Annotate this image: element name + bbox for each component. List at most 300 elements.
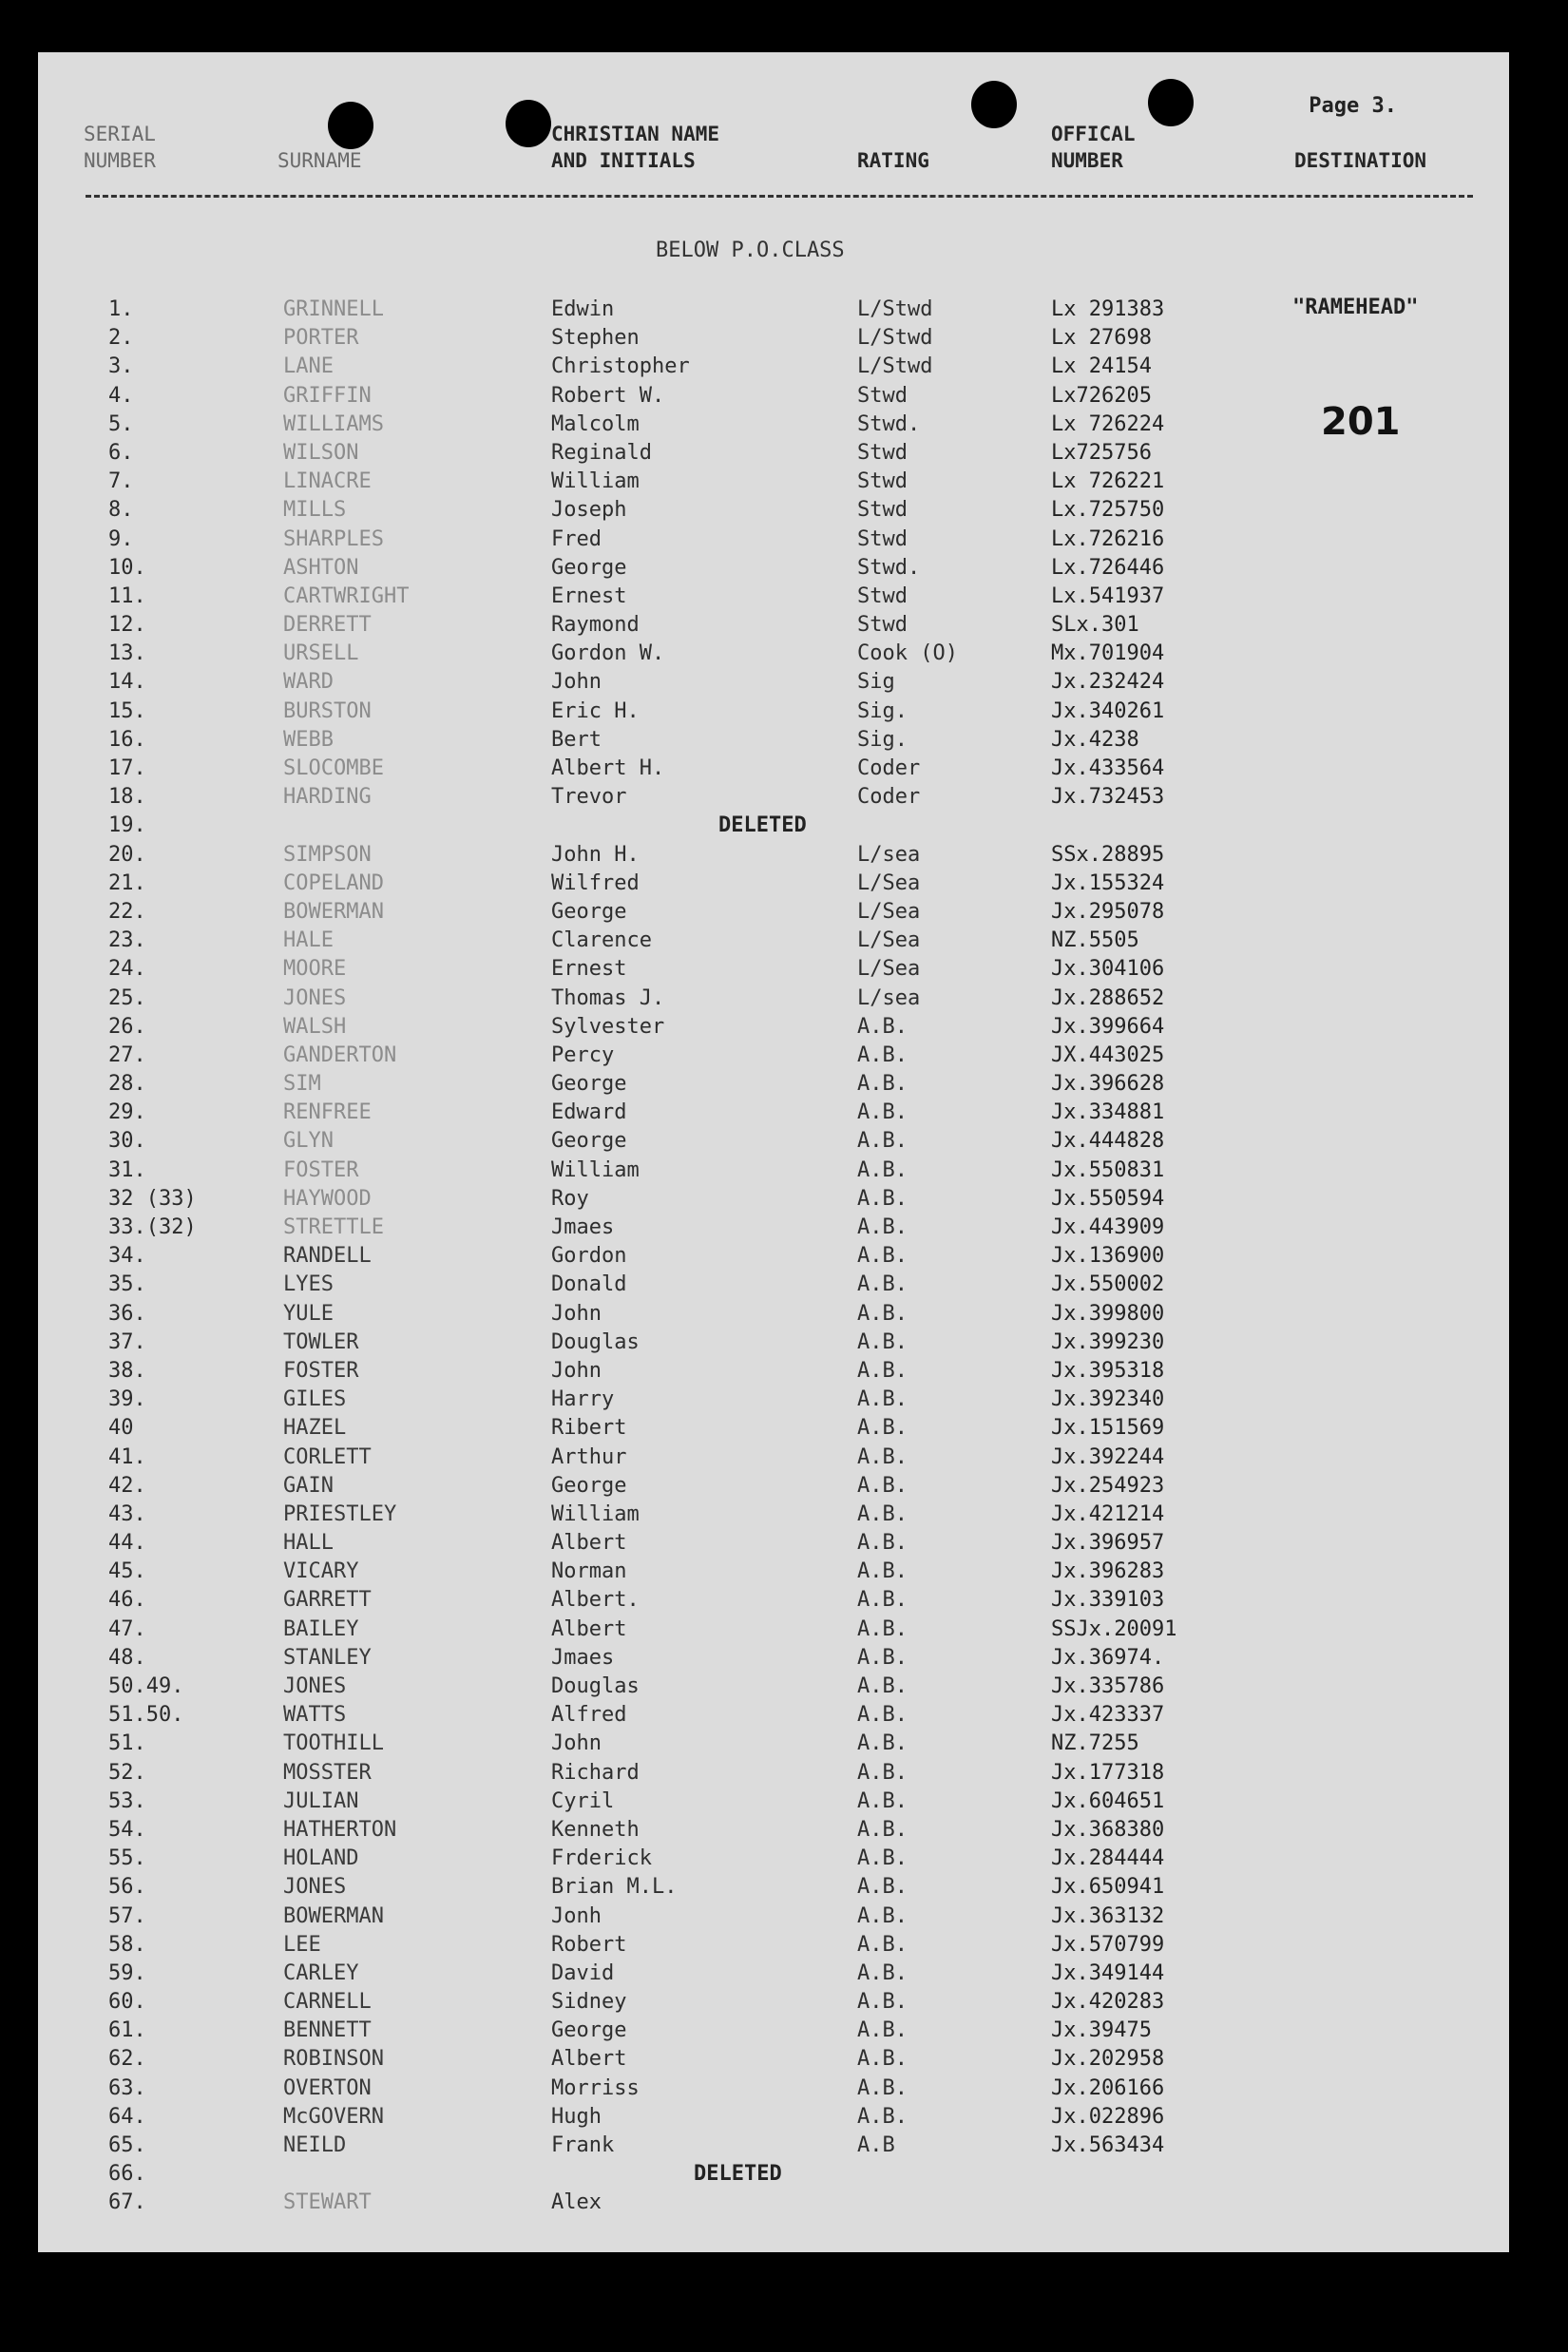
official-number: Jx.202958 <box>1051 2047 1165 2072</box>
table-row <box>38 1845 1509 1873</box>
surname: BURSTON <box>283 698 372 723</box>
table-row <box>38 1357 1509 1386</box>
official-number: Jx.339103 <box>1051 1588 1165 1613</box>
table-row <box>38 870 1509 898</box>
serial-number: 6. <box>108 440 134 465</box>
rating: L/sea <box>857 842 921 867</box>
table-row <box>38 1529 1509 1558</box>
official-number: Jx.563434 <box>1051 2133 1165 2157</box>
crew-list <box>38 296 1509 2218</box>
rating: Stwd <box>857 526 908 551</box>
surname: HALE <box>283 928 334 953</box>
christian-name: Frderick <box>551 1846 652 1871</box>
table-row <box>38 1616 1509 1644</box>
rating: A.B. <box>857 1846 908 1871</box>
table-row <box>38 898 1509 927</box>
surname: PRIESTLEY <box>283 1501 397 1526</box>
rating: A.B. <box>857 1788 908 1813</box>
surname: FOSTER <box>283 1358 359 1383</box>
serial-number: 53. <box>108 1788 146 1813</box>
surname: WATTS <box>283 1703 347 1728</box>
serial-number: 8. <box>108 498 134 523</box>
christian-name: Alfred <box>551 1703 627 1728</box>
rating: L/Stwd <box>857 354 933 379</box>
serial-number: 10. <box>108 555 146 580</box>
christian-name: William <box>551 1157 640 1182</box>
official-number: Jx.284444 <box>1051 1846 1165 1871</box>
official-number: NZ.5505 <box>1051 928 1139 953</box>
surname: CARLEY <box>283 1960 359 1985</box>
table-row <box>38 1414 1509 1443</box>
table-row <box>38 1214 1509 1242</box>
serial-number: 39. <box>108 1387 146 1412</box>
surname: BAILEY <box>283 1616 359 1641</box>
serial-number: 36. <box>108 1301 146 1326</box>
serial-number: 31. <box>108 1157 146 1182</box>
table-row <box>38 1185 1509 1214</box>
table-row <box>38 583 1509 611</box>
table-row <box>38 1157 1509 1185</box>
serial-number: 18. <box>108 785 146 810</box>
surname: ROBINSON <box>283 2047 384 2072</box>
christian-name: Percy <box>551 1042 615 1067</box>
rating: A.B. <box>857 1817 908 1842</box>
serial-number: 30. <box>108 1129 146 1154</box>
table-row <box>38 526 1509 554</box>
rating: L/sea <box>857 985 921 1010</box>
surname: WILLIAMS <box>283 411 384 436</box>
rating: A.B. <box>857 1042 908 1067</box>
serial-number: 55. <box>108 1846 146 1871</box>
serial-number: 33.(32) <box>108 1215 197 1239</box>
christian-name: George <box>551 1129 627 1154</box>
serial-number: 26. <box>108 1014 146 1039</box>
official-number: Lx 726224 <box>1051 411 1165 436</box>
table-row <box>38 783 1509 812</box>
header-christian-name: CHRISTIAN NAME AND INITIALS <box>551 123 720 172</box>
official-number: Jx.392244 <box>1051 1444 1165 1469</box>
table-row <box>38 1099 1509 1127</box>
official-number: Lx725756 <box>1051 440 1152 465</box>
table-row <box>38 1042 1509 1070</box>
official-number: Jx.421214 <box>1051 1501 1165 1526</box>
header-rating: RATING <box>857 149 929 172</box>
surname: MOSSTER <box>283 1760 372 1785</box>
christian-name: William <box>551 1501 640 1526</box>
official-number: Jx.022896 <box>1051 2104 1165 2129</box>
table-row <box>38 2160 1509 2189</box>
table-row <box>38 1873 1509 1902</box>
surname: BOWERMAN <box>283 1903 384 1928</box>
serial-number: 66. <box>108 2162 146 2187</box>
christian-name: John H. <box>551 842 640 867</box>
christian-name: George <box>551 2018 627 2043</box>
official-number: Jx.368380 <box>1051 1817 1165 1842</box>
serial-number: 64. <box>108 2104 146 2129</box>
official-number: Jx.232424 <box>1051 670 1165 695</box>
official-number: Jx.399230 <box>1051 1329 1165 1354</box>
rating: A.B. <box>857 1244 908 1269</box>
surname: GILES <box>283 1387 347 1412</box>
official-number: Jx.550831 <box>1051 1157 1165 1182</box>
surname: STANLEY <box>283 1645 372 1670</box>
christian-name: Douglas <box>551 1329 640 1354</box>
punch-hole <box>1148 79 1194 126</box>
christian-name: Ernest <box>551 583 627 608</box>
serial-number: 51. <box>108 1731 146 1756</box>
serial-number: 16. <box>108 727 146 752</box>
christian-name: Frank <box>551 2133 615 2157</box>
surname: YULE <box>283 1301 334 1326</box>
official-number: Jx.604651 <box>1051 1788 1165 1813</box>
christian-name: Gordon W. <box>551 641 665 666</box>
serial-number: 52. <box>108 1760 146 1785</box>
official-number: Jx.550002 <box>1051 1272 1165 1297</box>
christian-name: Morriss <box>551 2075 640 2100</box>
rating: A.B. <box>857 1674 908 1698</box>
surname: CARTWRIGHT <box>283 583 410 608</box>
rating: A.B. <box>857 1875 908 1900</box>
surname: RANDELL <box>283 1244 372 1269</box>
official-number: Jx.136900 <box>1051 1244 1165 1269</box>
christian-name: Jmaes <box>551 1215 615 1239</box>
header-surname: SURNAME <box>277 149 362 172</box>
table-row <box>38 382 1509 411</box>
official-number: Jx.177318 <box>1051 1760 1165 1785</box>
official-number: Mx.701904 <box>1051 641 1165 666</box>
christian-name: George <box>551 1473 627 1498</box>
christian-name: Sylvester <box>551 1014 665 1039</box>
christian-name: Albert. <box>551 1588 640 1613</box>
official-number: Lx 726221 <box>1051 469 1165 494</box>
official-number: Jx.420283 <box>1051 1990 1165 2015</box>
table-row <box>38 1127 1509 1156</box>
christian-name: Jmaes <box>551 1645 615 1670</box>
serial-number: 38. <box>108 1358 146 1383</box>
rating: A.B. <box>857 1990 908 2015</box>
christian-name: Robert <box>551 1932 627 1957</box>
rating: A.B. <box>857 1559 908 1584</box>
serial-number: 11. <box>108 583 146 608</box>
surname: OVERTON <box>283 2075 372 2100</box>
surname: LANE <box>283 354 334 379</box>
section-title: BELOW P.O.CLASS <box>656 239 845 262</box>
serial-number: 46. <box>108 1588 146 1613</box>
surname: ASHTON <box>283 555 359 580</box>
rating: A.B. <box>857 1960 908 1985</box>
rating: A.B. <box>857 1157 908 1182</box>
official-number: Jx.396628 <box>1051 1072 1165 1097</box>
header-divider <box>86 195 1473 198</box>
serial-number: 23. <box>108 928 146 953</box>
christian-name: Christopher <box>551 354 690 379</box>
rating: A.B. <box>857 1301 908 1326</box>
surname: GAIN <box>283 1473 334 1498</box>
serial-number: 45. <box>108 1559 146 1584</box>
rating: Stwd. <box>857 555 921 580</box>
table-row <box>38 1586 1509 1615</box>
official-number: Jx.423337 <box>1051 1703 1165 1728</box>
serial-number: 29. <box>108 1100 146 1125</box>
christian-name: John <box>551 1301 602 1326</box>
official-number: Lx.725750 <box>1051 498 1165 523</box>
serial-number: 67. <box>108 2190 146 2215</box>
serial-number: 35. <box>108 1272 146 1297</box>
serial-number: 41. <box>108 1444 146 1469</box>
rating: A.B. <box>857 2018 908 2043</box>
official-number: Lx.726446 <box>1051 555 1165 580</box>
surname: LYES <box>283 1272 334 1297</box>
punch-hole <box>506 100 551 147</box>
surname: BOWERMAN <box>283 899 384 924</box>
surname: GRIFFIN <box>283 383 372 408</box>
rating: Coder <box>857 785 921 810</box>
surname: JULIAN <box>283 1788 359 1813</box>
rating: A.B. <box>857 1616 908 1641</box>
christian-name: George <box>551 555 627 580</box>
rating: A.B. <box>857 2104 908 2129</box>
official-number: Lx 24154 <box>1051 354 1152 379</box>
official-number: JX.443025 <box>1051 1042 1165 1067</box>
surname: MOORE <box>283 957 347 982</box>
table-row <box>38 1329 1509 1357</box>
rating: A.B. <box>857 1932 908 1957</box>
christian-name: Fred <box>551 526 602 551</box>
serial-number: 63. <box>108 2075 146 2100</box>
surname: SIMPSON <box>283 842 372 867</box>
official-number: Jx.335786 <box>1051 1674 1165 1698</box>
table-row <box>38 554 1509 583</box>
surname: COPELAND <box>283 870 384 895</box>
christian-name: Brian M.L. <box>551 1875 678 1900</box>
surname: SHARPLES <box>283 526 384 551</box>
official-number: Lx 27698 <box>1051 326 1152 351</box>
serial-number: 43. <box>108 1501 146 1526</box>
surname: JONES <box>283 985 347 1010</box>
rating: A.B. <box>857 1329 908 1354</box>
serial-number: 14. <box>108 670 146 695</box>
table-row <box>38 755 1509 783</box>
official-number: Jx.340261 <box>1051 698 1165 723</box>
rating: Stwd <box>857 498 908 523</box>
surname: FOSTER <box>283 1157 359 1182</box>
table-row <box>38 2075 1509 2103</box>
surname: HAZEL <box>283 1416 347 1441</box>
christian-name: Alex <box>551 2190 602 2215</box>
rating: A.B. <box>857 1903 908 1928</box>
christian-name: David <box>551 1960 615 1985</box>
serial-number: 60. <box>108 1990 146 2015</box>
christian-name: Gordon <box>551 1244 627 1269</box>
serial-number: 47. <box>108 1616 146 1641</box>
official-number: Jx.254923 <box>1051 1473 1165 1498</box>
surname: TOOTHILL <box>283 1731 384 1756</box>
table-row <box>38 668 1509 697</box>
table-row <box>38 496 1509 525</box>
table-row <box>38 927 1509 955</box>
rating: Stwd. <box>857 411 921 436</box>
christian-name: George <box>551 899 627 924</box>
rating: A.B. <box>857 1072 908 1097</box>
table-row <box>38 1673 1509 1701</box>
surname: GANDERTON <box>283 1042 397 1067</box>
official-number: Jx.288652 <box>1051 985 1165 1010</box>
header-destination: DESTINATION <box>1294 149 1427 172</box>
serial-number: 20. <box>108 842 146 867</box>
rating: Sig. <box>857 698 908 723</box>
serial-number: 62. <box>108 2047 146 2072</box>
official-number: Jx.570799 <box>1051 1932 1165 1957</box>
serial-number: 21. <box>108 870 146 895</box>
christian-name: Albert <box>551 1616 627 1641</box>
header-serial-number: SERIAL NUMBER <box>84 123 156 172</box>
table-row <box>38 1730 1509 1758</box>
table-row <box>38 611 1509 640</box>
christian-name: Ernest <box>551 957 627 982</box>
surname: GRINNELL <box>283 297 384 321</box>
official-number: Jx.433564 <box>1051 756 1165 780</box>
serial-number: 3. <box>108 354 134 379</box>
rating: A.B. <box>857 2075 908 2100</box>
christian-name: Edward <box>551 1100 627 1125</box>
official-number: Jx.155324 <box>1051 870 1165 895</box>
christian-name: Roy <box>551 1186 589 1211</box>
official-number: Jx.444828 <box>1051 1129 1165 1154</box>
christian-name: George <box>551 1072 627 1097</box>
surname: JONES <box>283 1674 347 1698</box>
christian-name: Trevor <box>551 785 627 810</box>
serial-number: 61. <box>108 2018 146 2043</box>
table-row <box>38 2132 1509 2160</box>
official-number: Lx.726216 <box>1051 526 1165 551</box>
rating: A.B. <box>857 1186 908 1211</box>
official-number: Jx.550594 <box>1051 1186 1165 1211</box>
serial-number: 58. <box>108 1932 146 1957</box>
table-row <box>38 296 1509 324</box>
serial-number: 54. <box>108 1817 146 1842</box>
table-row <box>38 2045 1509 2074</box>
rating: A.B. <box>857 1444 908 1469</box>
christian-name: John <box>551 670 602 695</box>
christian-name: Raymond <box>551 613 640 638</box>
table-row <box>38 1444 1509 1472</box>
table-row <box>38 324 1509 353</box>
serial-number: 48. <box>108 1645 146 1670</box>
christian-name: Harry <box>551 1387 615 1412</box>
document-page <box>38 52 1509 2252</box>
christian-name: Albert <box>551 1531 627 1556</box>
serial-number: 9. <box>108 526 134 551</box>
surname: WARD <box>283 670 334 695</box>
serial-number: 65. <box>108 2133 146 2157</box>
destination-ship: "RAMEHEAD" <box>1292 296 1419 319</box>
serial-number: 42. <box>108 1473 146 1498</box>
official-number: Jx.396957 <box>1051 1531 1165 1556</box>
table-row <box>38 1931 1509 1960</box>
header-official-number: OFFICAL NUMBER <box>1051 123 1136 172</box>
serial-number: 56. <box>108 1875 146 1900</box>
surname: MILLS <box>283 498 347 523</box>
table-row <box>38 1903 1509 1931</box>
official-number: Jx.304106 <box>1051 957 1165 982</box>
table-row <box>38 1242 1509 1271</box>
serial-number: 34. <box>108 1244 146 1269</box>
rating: A.B. <box>857 1473 908 1498</box>
surname: NEILD <box>283 2133 347 2157</box>
official-number: Jx.36974. <box>1051 1645 1165 1670</box>
christian-name: Robert W. <box>551 383 665 408</box>
rating: A.B. <box>857 1731 908 1756</box>
surname: URSELL <box>283 641 359 666</box>
table-row <box>38 1271 1509 1299</box>
table-row <box>38 955 1509 984</box>
deleted-note: DELETED <box>694 2162 782 2187</box>
christian-name: Kenneth <box>551 1817 640 1842</box>
table-row <box>38 640 1509 668</box>
official-number: Jx.349144 <box>1051 1960 1165 1985</box>
official-number: Jx.206166 <box>1051 2075 1165 2100</box>
christian-name: Joseph <box>551 498 627 523</box>
surname: HALL <box>283 1531 334 1556</box>
surname: STRETTLE <box>283 1215 384 1239</box>
table-row <box>38 698 1509 726</box>
official-number: Jx.732453 <box>1051 785 1165 810</box>
official-number: Jx.295078 <box>1051 899 1165 924</box>
serial-number: 57. <box>108 1903 146 1928</box>
rating: Sig. <box>857 727 908 752</box>
punch-hole <box>971 81 1017 128</box>
rating: L/Stwd <box>857 326 933 351</box>
punch-hole <box>328 102 373 149</box>
christian-name: Thomas J. <box>551 985 665 1010</box>
christian-name: Sidney <box>551 1990 627 2015</box>
table-row <box>38 812 1509 840</box>
official-number: Jx.334881 <box>1051 1100 1165 1125</box>
serial-number: 59. <box>108 1960 146 1985</box>
surname: SIM <box>283 1072 321 1097</box>
rating: A.B. <box>857 1645 908 1670</box>
table-row <box>38 1816 1509 1845</box>
christian-name: Hugh <box>551 2104 602 2129</box>
official-number: NZ.7255 <box>1051 1731 1139 1756</box>
rating: A.B. <box>857 1272 908 1297</box>
christian-name: Clarence <box>551 928 652 953</box>
surname: TOWLER <box>283 1329 359 1354</box>
serial-number: 7. <box>108 469 134 494</box>
table-row <box>38 1759 1509 1788</box>
rating: A.B. <box>857 1129 908 1154</box>
surname: WILSON <box>283 440 359 465</box>
rating: A.B. <box>857 1588 908 1613</box>
serial-number: 50.49. <box>108 1674 184 1698</box>
christian-name: Stephen <box>551 326 640 351</box>
christian-name: Ribert <box>551 1416 627 1441</box>
rating: Stwd <box>857 613 908 638</box>
christian-name: Douglas <box>551 1674 640 1698</box>
serial-number: 40 <box>108 1416 134 1441</box>
table-row <box>38 1558 1509 1586</box>
rating: A.B. <box>857 1760 908 1785</box>
christian-name: Albert H. <box>551 756 665 780</box>
christian-name: Arthur <box>551 1444 627 1469</box>
official-number: Jx.443909 <box>1051 1215 1165 1239</box>
rating: Sig <box>857 670 895 695</box>
official-number: Jx.395318 <box>1051 1358 1165 1383</box>
rating: A.B. <box>857 1531 908 1556</box>
table-row <box>38 353 1509 381</box>
rating: A.B. <box>857 1387 908 1412</box>
rating: Stwd <box>857 583 908 608</box>
